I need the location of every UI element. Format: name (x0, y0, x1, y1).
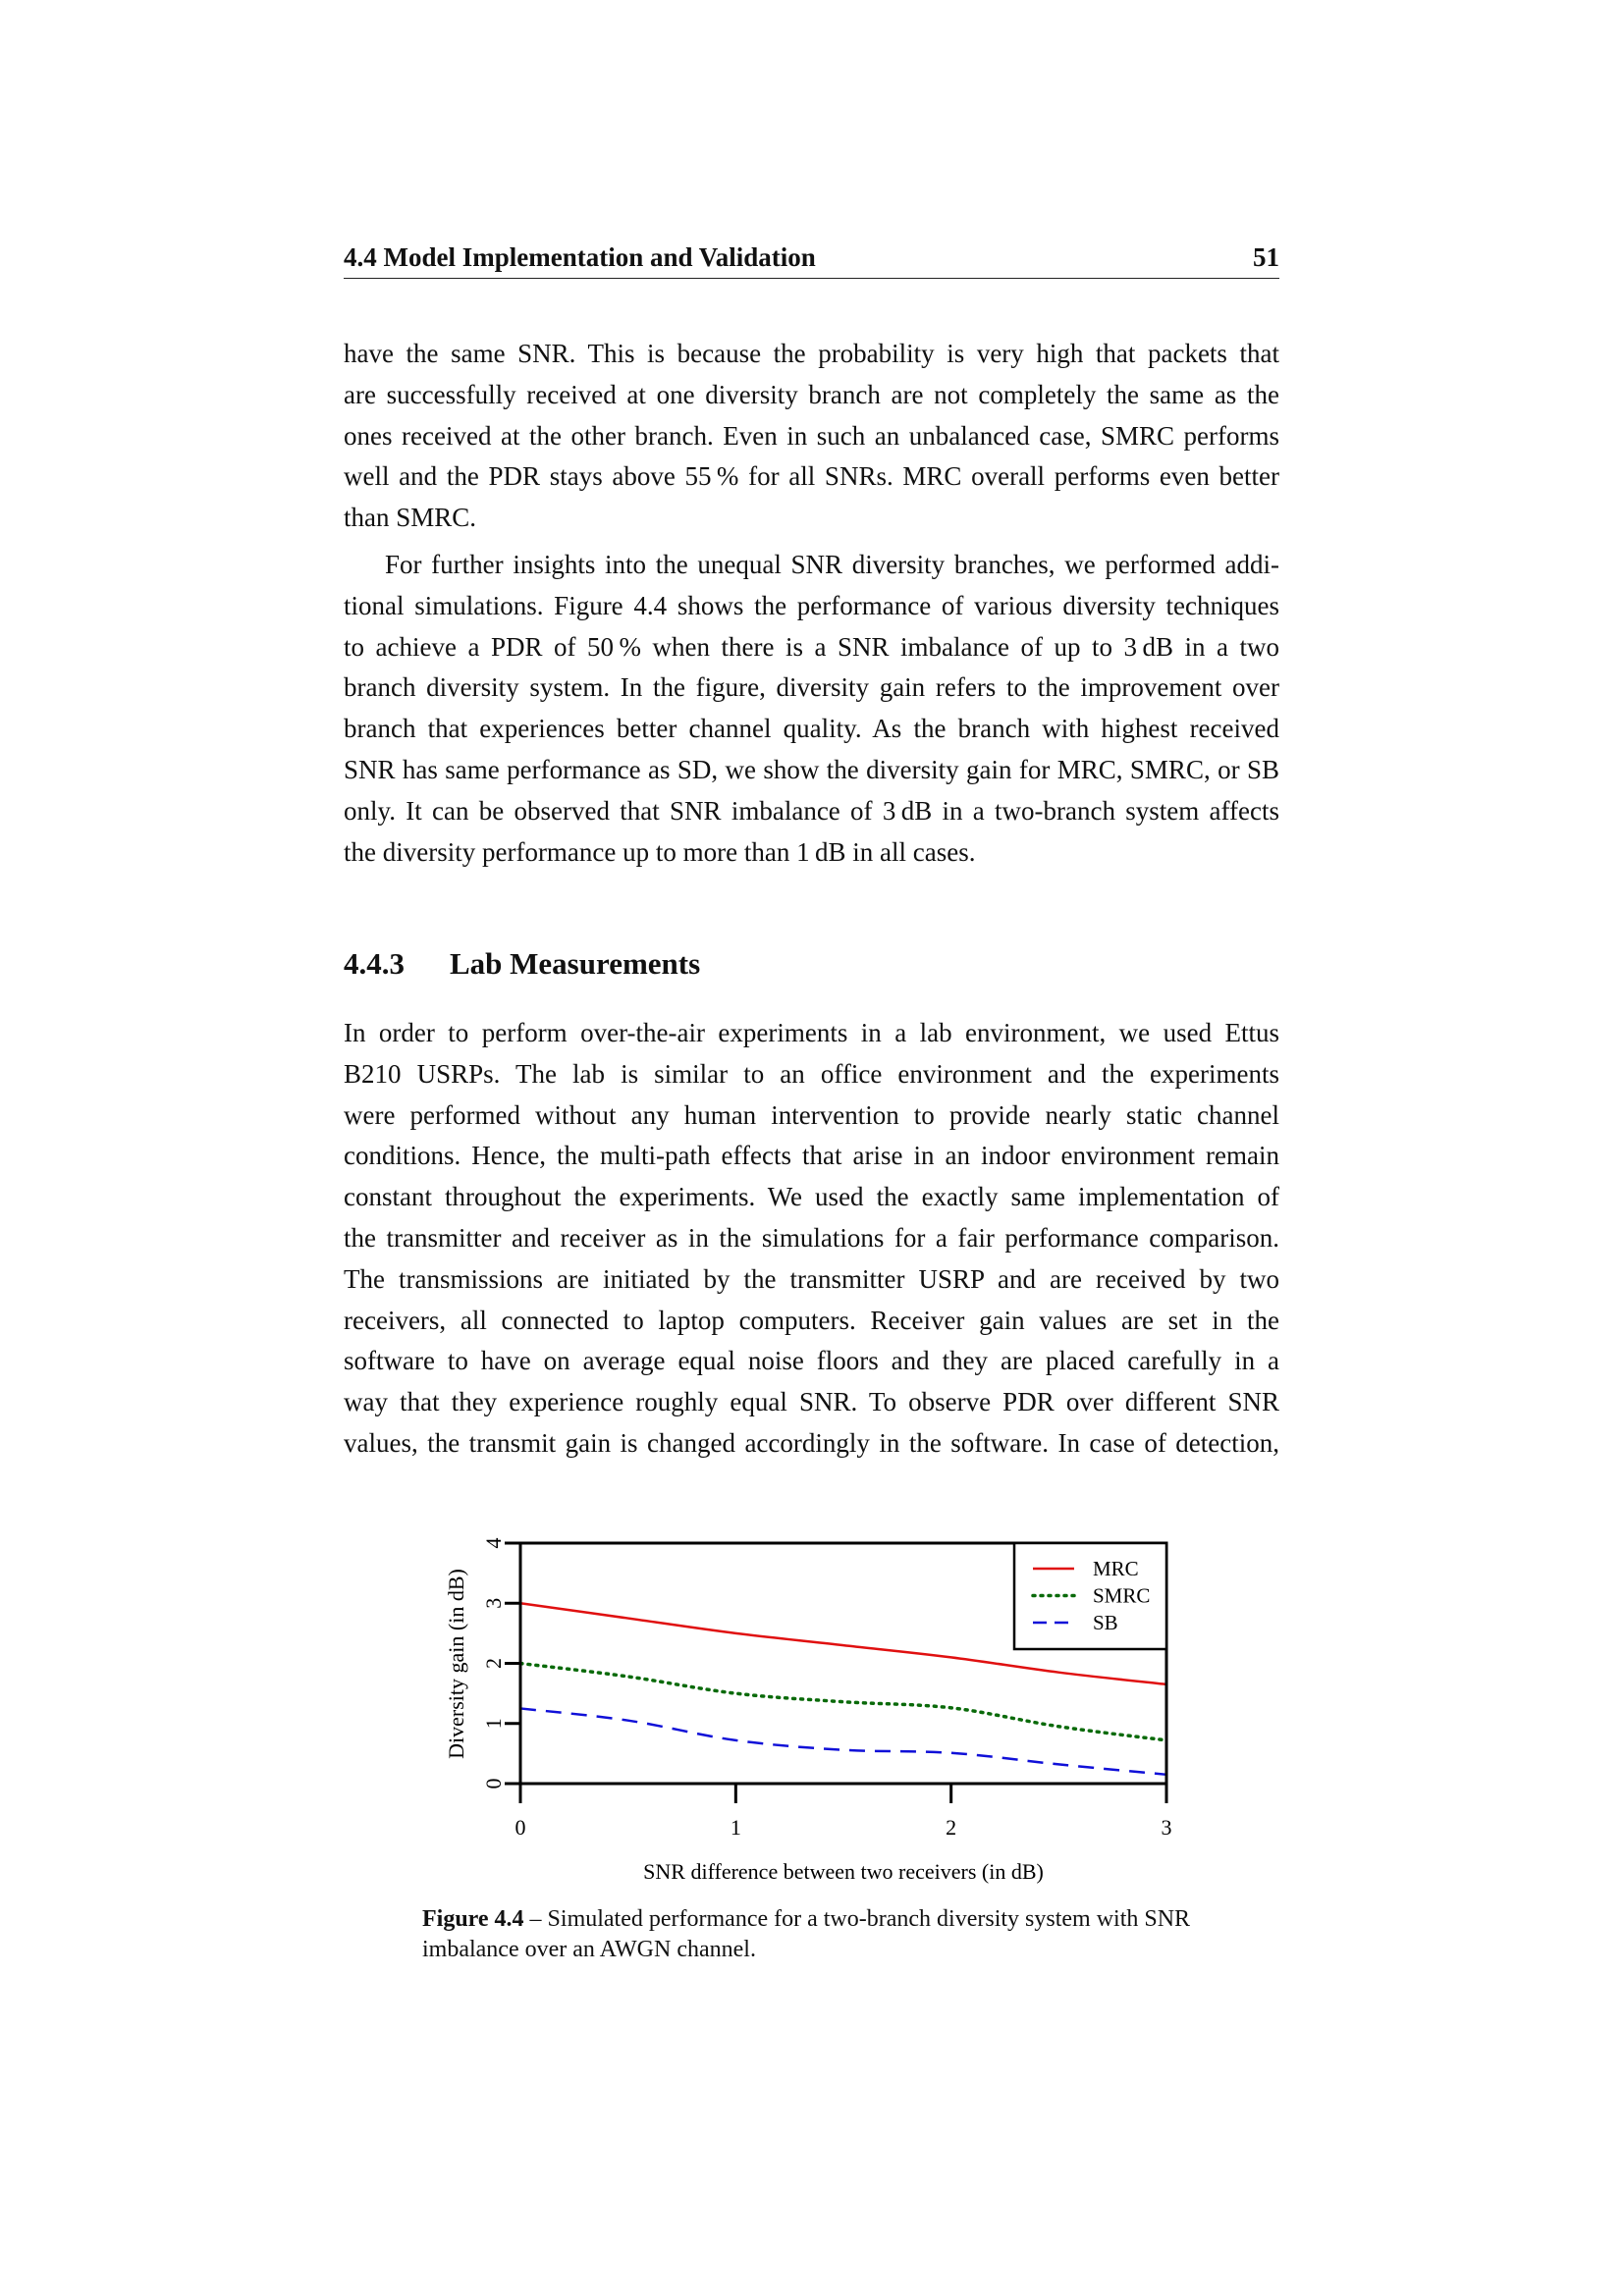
page-number: 51 (1253, 242, 1279, 272)
text-line: way that they experience roughly equal SNR. To observe PDR over different SNR (344, 1387, 1279, 1417)
text-line: have the same SNR. This is because the probability is very high that packets that (344, 339, 1279, 368)
text-line: constant throughout the experiments. We used the exactly same implementation of (344, 1182, 1279, 1212)
x-axis-label: SNR difference between two receivers (in dB) (643, 1859, 1044, 1884)
text-line: were performed without any human intervention to provide nearly static channel (344, 1099, 1279, 1130)
page-header (344, 240, 1279, 279)
y-axis-label: Diversity gain (in dB) (444, 1569, 468, 1759)
text-line: software to have on average equal noise floors and they are placed carefully in a (344, 1346, 1279, 1376)
x-tick-label: 1 (730, 1815, 741, 1840)
legend-label: SB (1093, 1611, 1118, 1634)
text-line: well and the PDR stays above 55 % for all SNRs. MRC overall performs even better (344, 461, 1279, 492)
legend-label: MRC (1093, 1557, 1139, 1580)
section-number: 4.4.3 (344, 946, 405, 981)
text-line: branch that experiences better channel quality. As the branch with highest received (344, 714, 1279, 744)
text-line: values, the transmit gain is changed accordingly in the software. In case of detection, (344, 1427, 1279, 1458)
text-line: branch diversity system. In the figure, diversity gain refers to the improvement over (344, 672, 1279, 703)
x-tick-label: 2 (946, 1815, 957, 1840)
text-line: only. It can be observed that SNR imbalance of 3 dB in a two-branch system affects (344, 795, 1279, 826)
text-line: to achieve a PDR of 50 % when there is a SNR imbalance of up to 3 dB in a two (344, 631, 1279, 662)
x-tick-label: 0 (514, 1815, 526, 1840)
paragraph-continuation (344, 334, 1279, 539)
text-line: tional simulations. Figure 4.4 shows the performance of various diversity techniques (344, 590, 1279, 620)
text-line: than SMRC. (344, 503, 477, 533)
y-tick-label: 1 (481, 1718, 506, 1730)
text-line: In order to perform over-the-air experiments in a lab environment, we used Ettus (344, 1018, 1279, 1047)
series-line-sb (520, 1708, 1166, 1774)
text-line: conditions. Hence, the multi-path effects that arise in an indoor environment remain (344, 1141, 1279, 1171)
caption-text: – Simulated performance for a two-branch diversity system with SNR imbalance over an AWGN channel. (422, 1906, 1191, 1962)
text-line: the diversity performance up to more than 1 dB in all cases. (344, 836, 976, 867)
text-line: SNR has same performance as SD, we show the diversity gain for MRC, SMRC, or SB (344, 754, 1279, 784)
text-line: The transmissions are initiated by the transmitter USRP and are received by two (344, 1263, 1279, 1294)
paragraph-snr-imbalance (344, 545, 1279, 873)
legend (1014, 1543, 1166, 1649)
x-axis-ticks (515, 1784, 1172, 1840)
text-line: the transmitter and receiver as in the simulations for a fair performance comparison. (344, 1222, 1279, 1253)
y-tick-label: 3 (481, 1597, 506, 1609)
text-line: ones received at the other branch. Even in such an unbalanced case, SMRC performs (344, 420, 1279, 451)
y-tick-label: 0 (481, 1778, 506, 1789)
diversity-gain-chart (412, 1522, 1218, 1904)
figure-caption (422, 1904, 1237, 1965)
text-line: receivers, all connected to laptop computers. Receiver gain values are set in the (344, 1305, 1279, 1335)
paragraph-lab-measurements (344, 1013, 1279, 1465)
legend-label: SMRC (1093, 1583, 1151, 1608)
text-line: are successfully received at one diversity branch are not completely the same as the (344, 379, 1279, 409)
y-axis-ticks (481, 1538, 520, 1789)
figure-label: Figure 4.4 (422, 1906, 524, 1932)
section-heading (344, 946, 700, 982)
text-line: B210 USRPs. The lab is similar to an office environment and the experiments (344, 1058, 1279, 1089)
text-line: For further insights into the unequal SNR diversity branches, we performed addi- (385, 550, 1279, 579)
y-tick-label: 4 (481, 1537, 506, 1549)
section-title: Lab Measurements (450, 946, 701, 981)
x-tick-label: 3 (1161, 1815, 1172, 1840)
running-title: 4.4 Model Implementation and Validation (344, 242, 816, 272)
y-tick-label: 2 (481, 1658, 506, 1669)
